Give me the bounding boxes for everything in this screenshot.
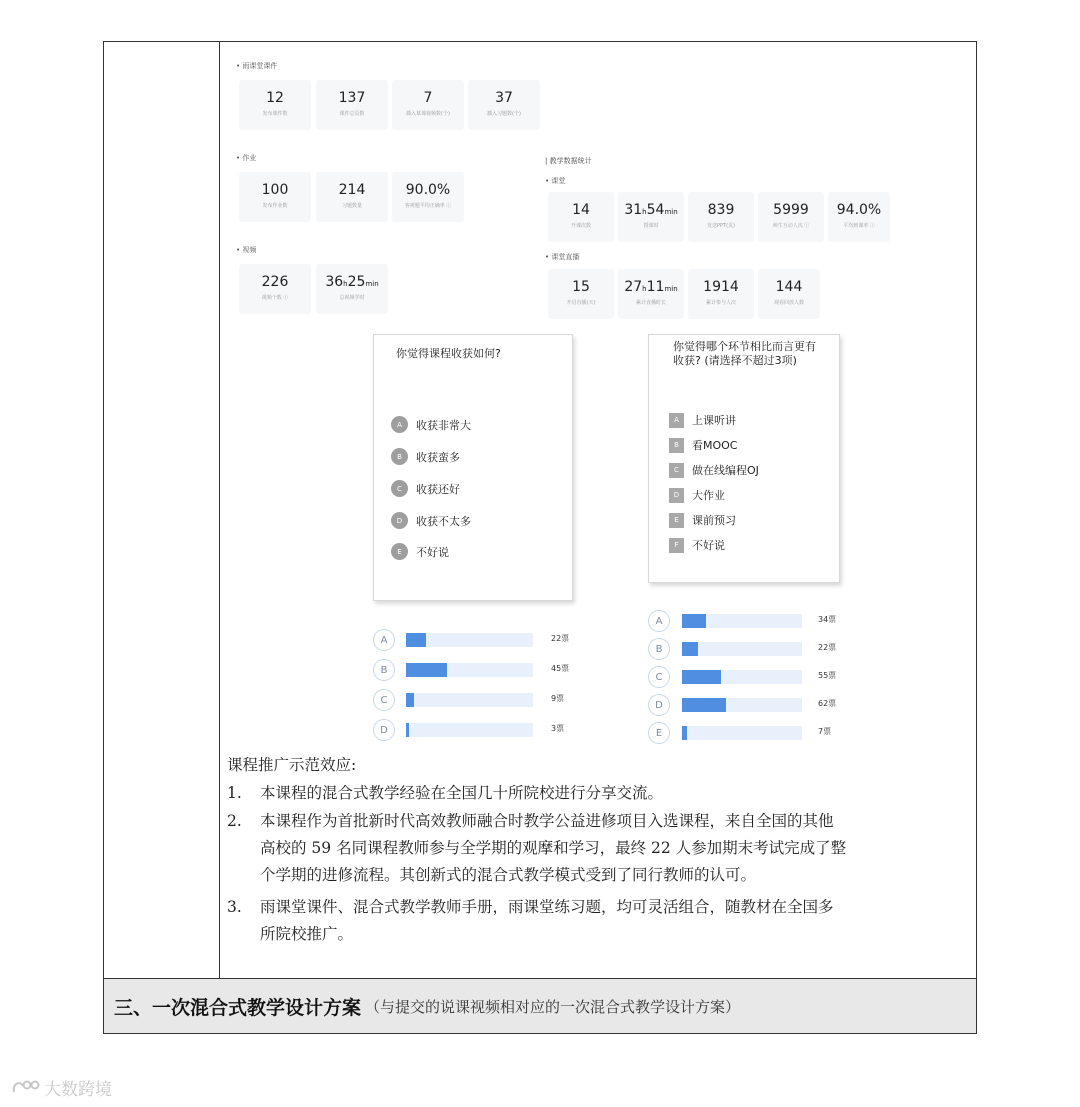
survey-option: A 上课听讲 (669, 412, 736, 428)
courseware-label: • 雨课堂课件 (236, 62, 278, 70)
vote-count-label: 34票 (818, 615, 837, 624)
stat-caption: 视频个数 ⓘ (261, 295, 289, 301)
vote-bar (682, 670, 721, 684)
section-note: （与提交的说课视频相对应的一次混合式教学设计方案） (365, 997, 741, 1016)
vote-count-label: 3票 (551, 724, 565, 733)
stat-card (618, 269, 684, 319)
stat-card (548, 192, 614, 242)
stat-value: 94.0% (836, 202, 882, 218)
brand-logo-icon (10, 1078, 40, 1098)
survey-question: 你觉得课程收获如何? (396, 347, 501, 360)
vote-row (648, 694, 848, 716)
vote-bar (406, 693, 414, 707)
stat-card (239, 264, 311, 314)
vote-bar (682, 726, 687, 740)
stat-value: 100 (261, 182, 289, 198)
stat-caption: 累计参与人次 (705, 300, 736, 306)
stat-card (758, 192, 824, 242)
watermark (10, 1075, 112, 1100)
video-label: • 视频 (236, 246, 257, 254)
stat-card (688, 192, 754, 242)
stat-caption: 客观题平均正确率 ⓘ (404, 203, 452, 209)
stat-value: 36h25min (325, 274, 379, 290)
stat-caption: 课件总页数 (339, 111, 365, 117)
survey-card-2 (648, 334, 840, 583)
stat-value: 7 (423, 90, 433, 106)
stat-caption: 总视频学时 (339, 295, 365, 301)
vote-count-label: 7票 (818, 727, 832, 736)
vote-option-letter: D (648, 694, 670, 716)
homework-label: • 作业 (236, 154, 257, 162)
stat-value: 839 (707, 202, 735, 218)
vote-option-letter: E (648, 722, 670, 744)
vote-row (373, 689, 583, 711)
stat-caption: 师生互动人次 ⓘ (772, 223, 810, 229)
vote-row (373, 659, 583, 681)
vote-bar-track (682, 670, 802, 684)
vote-option-letter: D (373, 719, 395, 741)
vote-bar-track (682, 698, 802, 712)
stat-value: 1914 (703, 279, 739, 295)
vote-bar-track (682, 614, 802, 628)
vote-count-label: 9票 (551, 694, 565, 703)
stat-caption: 发布作业数 (262, 203, 288, 209)
watermark-text: 大数跨境 (44, 1080, 112, 1100)
stat-value: 137 (338, 90, 366, 106)
vote-option-letter: B (648, 638, 670, 660)
stat-value: 37 (495, 90, 513, 106)
survey-option: C 收获还好 (391, 480, 460, 497)
survey-option: A 收获非常大 (391, 416, 471, 433)
survey-option: B 收获蛮多 (391, 448, 460, 465)
section-title: 三、一次混合式教学设计方案 (114, 996, 362, 1019)
survey-option: D 收获不太多 (391, 512, 471, 529)
stat-card (828, 192, 890, 242)
stat-caption: 开课次数 (570, 223, 591, 229)
section-header-row (104, 979, 976, 1033)
stat-caption: 发送PPT(页) (707, 223, 735, 229)
vote-option-letter: C (648, 666, 670, 688)
stat-value: 90.0% (405, 182, 451, 198)
stat-caption: 累计直播时长 (635, 300, 666, 306)
vote-bar (406, 663, 447, 677)
vote-option-letter: B (373, 659, 395, 681)
stat-value: 27h11min (624, 279, 678, 295)
teaching-stats-header: | 教学数据统计 (545, 157, 592, 165)
vote-count-label: 45票 (551, 664, 570, 673)
list-item: 2. 本课程作为首批新时代高效教师融合时教学公益进修项目入选课程，来自全国的其他 高校的 59 名同课程教师参与全学期的观摩和学习，最终 22 人参加期末考试完成了整 个学期的进修流程。其创新式的混合式教学模式受到了同行教师的认可。 (227, 812, 847, 884)
stat-caption: 观看回放人数 (773, 300, 804, 306)
vote-row (373, 719, 583, 741)
vote-bar-track (406, 723, 533, 737)
vote-bar-track (406, 633, 533, 647)
stat-value: 5999 (773, 202, 809, 218)
vote-bar (682, 698, 726, 712)
vote-row (648, 610, 848, 632)
stat-caption: 授课时 (643, 223, 659, 229)
stat-card (468, 80, 540, 130)
survey-option: B 看MOOC (669, 437, 738, 453)
vote-row (373, 629, 583, 651)
vote-row (648, 666, 848, 688)
stat-value: 144 (775, 279, 803, 295)
vote-count-label: 55票 (818, 671, 837, 680)
survey-option: E 课前预习 (669, 512, 736, 528)
vote-bar-track (406, 693, 533, 707)
vote-bar (682, 614, 706, 628)
stat-value: 15 (572, 279, 590, 295)
survey-option: D 大作业 (669, 487, 725, 503)
stat-card (392, 172, 464, 222)
live-label: • 课堂直播 (545, 253, 580, 261)
vote-bar-track (682, 642, 802, 656)
class-label: • 课堂 (545, 177, 566, 185)
stat-caption: 插入习题数(个) (487, 111, 521, 117)
vote-count-label: 22票 (818, 643, 837, 652)
stat-card (316, 264, 388, 314)
vote-row (648, 722, 848, 744)
survey-option: F 不好说 (669, 537, 725, 553)
stat-caption: 平均到课率 ⓘ (843, 223, 875, 229)
vote-option-letter: A (373, 629, 395, 651)
promotion-heading: 课程推广示范效应: (227, 756, 357, 774)
survey-option: C 做在线编程OJ (669, 462, 759, 478)
left-column (104, 42, 220, 978)
stat-card (548, 269, 614, 319)
stat-caption: 习题数量 (341, 203, 362, 209)
stat-value: 214 (338, 182, 366, 198)
vote-bar-track (406, 663, 533, 677)
stat-caption: 插入慕课视频数(个) (406, 111, 450, 117)
vote-row (648, 638, 848, 660)
stat-card (316, 172, 388, 222)
vote-count-label: 62票 (818, 699, 837, 708)
survey-question: 你觉得哪个环节相比而言更有 收获? (请选择不超过3项) (673, 340, 816, 367)
stat-caption: 开启直播(天) (566, 300, 596, 306)
stat-card (758, 269, 820, 319)
vote-bar (682, 642, 698, 656)
stat-card (239, 172, 311, 222)
stat-card (392, 80, 464, 130)
survey-card-1 (373, 334, 573, 601)
vote-count-label: 22票 (551, 634, 570, 643)
stat-caption: 发布课件数 (262, 111, 288, 117)
stat-value: 226 (261, 274, 289, 290)
stat-card (618, 192, 684, 242)
stat-value: 14 (572, 202, 590, 218)
vote-option-letter: C (373, 689, 395, 711)
stat-card (239, 80, 311, 130)
list-item: 3. 雨课堂课件、混合式教学教师手册，雨课堂练习题，均可灵活组合，随教材在全国多 所院校推广。 (227, 898, 834, 943)
vote-bar-track (682, 726, 802, 740)
stat-value: 31h54min (624, 202, 678, 218)
survey-option: E 不好说 (391, 543, 449, 560)
stat-card (316, 80, 388, 130)
stat-card (688, 269, 754, 319)
vote-option-letter: A (648, 610, 670, 632)
stat-value: 12 (266, 90, 284, 106)
vote-bar (406, 723, 409, 737)
vote-bar (406, 633, 426, 647)
